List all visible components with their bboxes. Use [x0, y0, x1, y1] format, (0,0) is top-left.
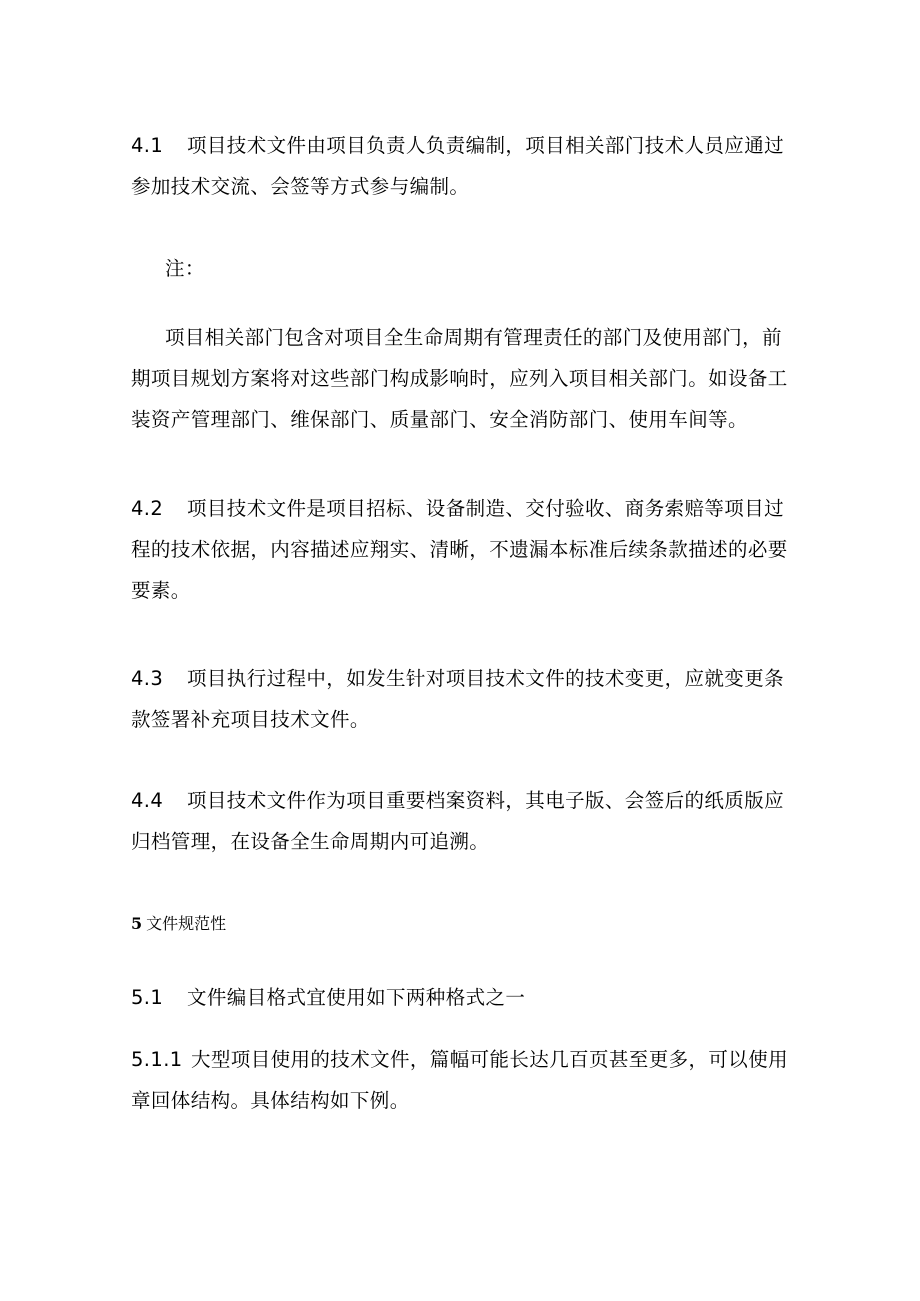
clause-number: 5.1: [131, 986, 164, 1009]
clause-text: 项目技术文件作为项目重要档案资料，其电子版、会签后的纸质版应归档管理，在设备全生命周期内可追溯。: [131, 789, 785, 853]
clause-text: 项目技术文件由项目负责人负责编制，项目相关部门技术人员应通过参加技术交流、会签等方式参与编制。: [131, 134, 785, 198]
clause-text: 大型项目使用的技术文件，篇幅可能长达几百页甚至更多，可以使用章回体结构。具体结构如下例。: [131, 1048, 789, 1112]
clause-number: 4.2: [131, 497, 164, 520]
clause-5-1: [131, 977, 801, 1018]
note-label: 注：: [165, 257, 205, 280]
clause-number: 4.4: [131, 789, 164, 812]
clause-4-2: [131, 488, 801, 611]
clause-4-3: [131, 658, 801, 740]
section-number: 5: [131, 914, 143, 933]
clause-text: 项目技术文件是项目招标、设备制造、交付验收、商务索赔等项目过程的技术依据，内容描述应翔实、清晰，不遗漏本标准后续条款描述的必要要素。: [131, 497, 788, 602]
clause-number: 4.1: [131, 134, 164, 157]
clause-5-1-1: [131, 1039, 801, 1121]
clause-4-1: [131, 125, 801, 207]
clause-4-4: [131, 780, 801, 862]
note-text: 项目相关部门包含对项目全生命周期有管理责任的部门及使用部门，前期项目规划方案将对这些部门构成影响时，应列入项目相关部门。如设备工装资产管理部门、维保部门、质量部门、安全消防部门、使用车间等。: [131, 326, 788, 431]
clause-text: 文件编目格式宜使用如下两种格式之一: [187, 986, 526, 1009]
section-title: 文件规范性: [146, 914, 227, 933]
clause-text: 项目执行过程中，如发生针对项目技术文件的技术变更，应就变更条款签署补充项目技术文件。: [131, 667, 785, 731]
clause-number: 4.3: [131, 667, 164, 690]
clause-number: 5.1.1: [131, 1048, 183, 1071]
section-5-heading: [131, 912, 226, 936]
